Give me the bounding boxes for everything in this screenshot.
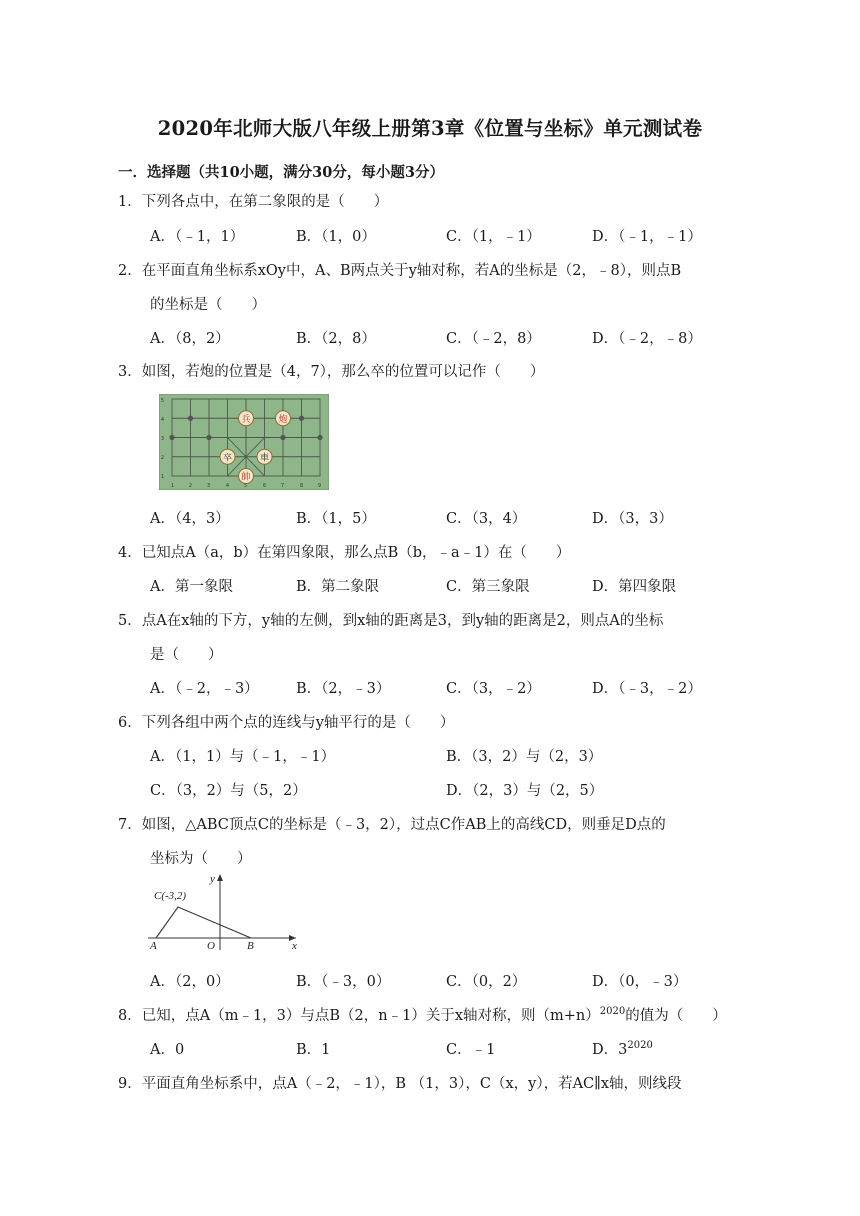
piece-label: 卒: [222, 453, 233, 464]
option-c: C．第三象限: [446, 579, 530, 595]
stem-part-1: 8．已知，点A（m﹣1，3）与点B（2，n﹣1）关于x轴对称，则（m+n）: [118, 1008, 600, 1024]
svg-text:7: 7: [281, 483, 285, 489]
question-2-stem: 2．在平面直角坐标系xOy中，A、B两点关于y轴对称，若A的坐标是（2，﹣8），则点B: [118, 263, 682, 279]
svg-text:2: 2: [161, 455, 165, 461]
svg-text:3: 3: [207, 483, 211, 489]
triangle-abc: [156, 907, 251, 938]
question-6-stem: 6．下列各组中两个点的连线与y轴平行的是（ ）: [118, 715, 455, 731]
option-a: A．第一象限: [150, 579, 233, 595]
question-3-stem: 3．如图，若炮的位置是（4，7），那么卒的位置可以记作（ ）: [118, 364, 545, 380]
piece-shuai: [239, 469, 254, 484]
option-d: D．第四象限: [592, 579, 677, 595]
x-axis-label: x: [292, 940, 297, 952]
point-a-label: A: [150, 940, 157, 952]
question-1-options: [150, 225, 750, 245]
option-d-exponent: 2020: [627, 1040, 653, 1051]
svg-text:5: 5: [161, 398, 165, 404]
option-d: D．（3，3）: [592, 511, 673, 527]
piece-label: 炮: [278, 415, 288, 425]
option-a: A．（2，0）: [150, 974, 230, 990]
question-1-stem: 1．下列各点中，在第二象限的是（ ）: [118, 194, 389, 210]
question-7-stem: 7．如图，△ABC顶点C的坐标是（﹣3，2），过点C作AB上的高线CD，则垂足D点的: [118, 817, 666, 833]
option-d: D．（0，﹣3）: [592, 974, 688, 990]
option-a: A．（8，2）: [150, 331, 230, 347]
point-c-label: C(-3,2): [154, 890, 187, 902]
option-c: C．（3，﹣2）: [446, 681, 541, 697]
question-4-stem: 4．已知点A（a，b）在第四象限，那么点B（b，﹣a﹣1）在（ ）: [118, 545, 571, 561]
svg-text:6: 6: [263, 483, 267, 489]
option-c: C．（1，﹣1）: [446, 229, 541, 245]
question-6-options-row2: [150, 779, 750, 799]
option-b: B．（2，8）: [296, 331, 376, 347]
exponent: 2020: [599, 1006, 626, 1017]
chess-board-svg: [159, 394, 329, 490]
point-b-label: B: [247, 940, 254, 952]
page-title: 2020年北师大版八年级上册第3章《位置与坐标》单元测试卷: [157, 117, 703, 140]
option-d: D．（﹣2，﹣8）: [592, 331, 702, 347]
question-9-stem: 9．平面直角坐标系中，点A（﹣2，﹣1），B （1，3），C（x，y），若AC∥x轴，则线段: [118, 1076, 682, 1092]
y-axis-arrow: [217, 874, 223, 881]
chess-board-figure: [159, 394, 329, 490]
svg-text:1: 1: [161, 474, 165, 480]
option-d: D．（﹣3，﹣2）: [592, 681, 702, 697]
question-3-options: [150, 507, 750, 527]
option-a: A．（1，1）与（﹣1，﹣1）: [150, 749, 336, 765]
stem-part-2: 的值为（ ）: [625, 1008, 727, 1024]
question-7-stem-cont: 坐标为（ ）: [150, 851, 252, 867]
question-6-options-row1: [150, 745, 750, 765]
option-b: B．第二象限: [296, 579, 380, 595]
svg-text:5: 5: [244, 483, 248, 489]
option-a: A．（4，3）: [150, 511, 230, 527]
piece-label: 帥: [241, 472, 251, 483]
option-b: B．（3，2）与（2，3）: [446, 749, 603, 765]
option-b: B．（1，5）: [296, 511, 376, 527]
option-d: [592, 1038, 653, 1059]
piece-ju: [257, 449, 272, 464]
option-b: B．（1，0）: [296, 229, 376, 245]
option-d: D．（2，3）与（2，5）: [446, 783, 604, 799]
option-a: A．（﹣2，﹣3）: [150, 681, 259, 697]
option-b: B．（2，﹣3）: [296, 681, 391, 697]
option-c: C．（3，2）与（5，2）: [150, 783, 307, 799]
option-c: C．（0，2）: [446, 974, 527, 990]
question-5-stem: 5．点A在x轴的下方，y轴的左侧，到x轴的距离是3，到y轴的距离是2，则点A的坐标: [118, 613, 664, 629]
option-b: B．1: [296, 1042, 331, 1058]
option-c: C．（3，4）: [446, 511, 527, 527]
question-4-options: [150, 575, 750, 595]
triangle-figure: [146, 870, 306, 952]
question-8-stem: [118, 1004, 727, 1025]
svg-text:3: 3: [161, 436, 165, 442]
triangle-svg: [146, 870, 306, 952]
option-d: D．（﹣1，﹣1）: [592, 229, 702, 245]
y-axis-label: y: [210, 873, 215, 885]
question-7-options: [150, 970, 750, 990]
section-heading: 一．选择题（共10小题，满分30分，每小题3分）: [118, 164, 444, 181]
option-b: B．（﹣3，0）: [296, 974, 391, 990]
question-8-options: [150, 1038, 750, 1058]
question-2-stem-cont: 的坐标是（ ）: [150, 297, 266, 313]
question-5-stem-cont: 是（ ）: [150, 647, 223, 663]
svg-text:1: 1: [171, 483, 175, 489]
svg-text:8: 8: [300, 483, 304, 489]
piece-pao: [276, 411, 291, 426]
option-a: A．0: [150, 1042, 185, 1058]
question-2-options: [150, 327, 750, 347]
piece-label: 兵: [241, 415, 251, 425]
piece-bing: [239, 411, 254, 426]
option-c: C．﹣1: [446, 1042, 496, 1058]
svg-text:4: 4: [161, 417, 165, 423]
piece-zu: [220, 449, 235, 464]
option-a: A．（﹣1，1）: [150, 229, 245, 245]
piece-label: 車: [259, 453, 270, 464]
svg-text:9: 9: [318, 483, 322, 489]
svg-text:2: 2: [189, 483, 193, 489]
option-d-base: D．3: [592, 1042, 628, 1058]
origin-label: O: [207, 940, 215, 952]
option-c: C．（﹣2，8）: [446, 331, 541, 347]
question-5-options: [150, 677, 750, 697]
svg-text:4: 4: [226, 483, 230, 489]
